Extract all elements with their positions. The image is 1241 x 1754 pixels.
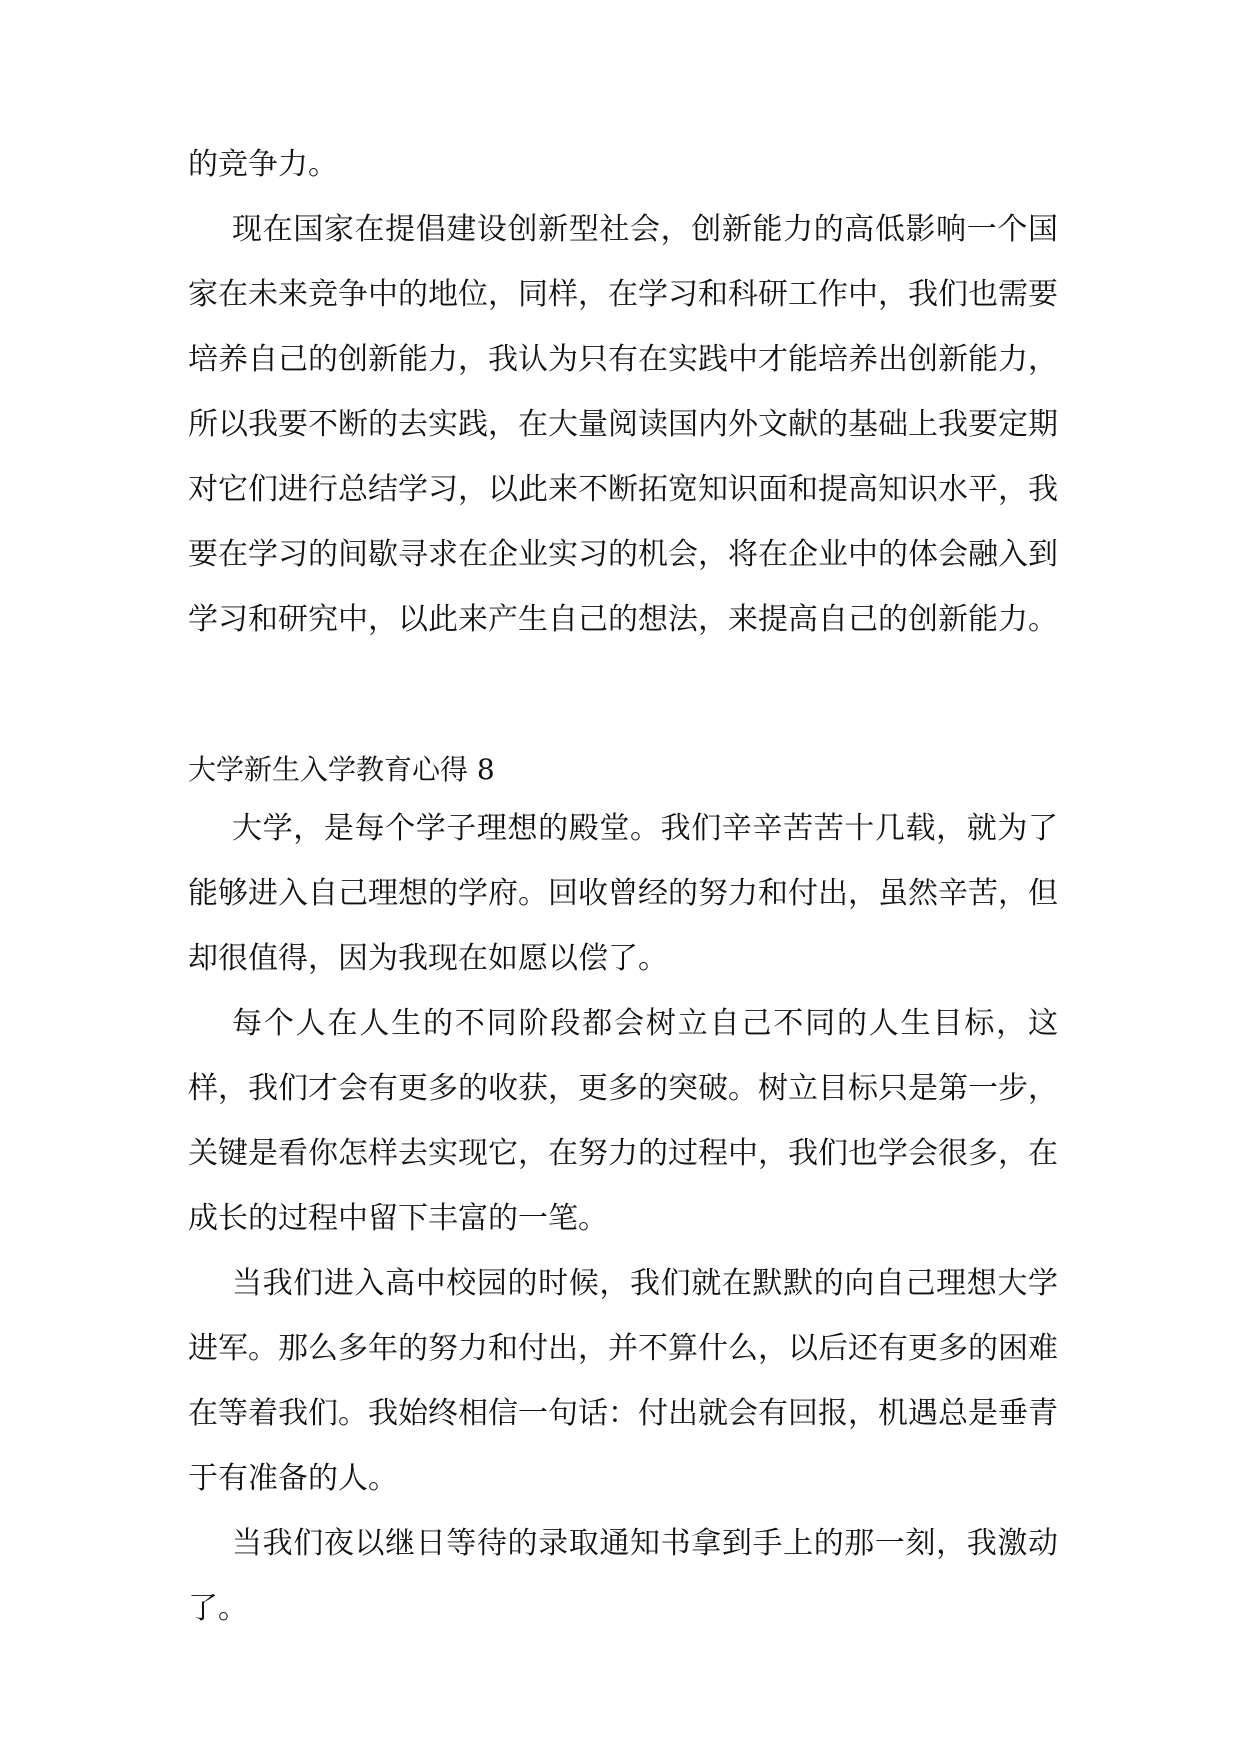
paragraph-innovation: 现在国家在提倡建设创新型社会，创新能力的高低影响一个国家在未来竞争中的地位，同样，在学习和科研工作中，我们也需要培养自己的创新能力，我认为只有在实践中才能培养出创新能力，所以我要不断的去实践，在大量阅读国内外文献的基础上我要定期对它们进行总结学习，以此来不断拓宽知识面和提高知识水平，我要在学习的间歇寻求在企业实习的机会，将在企业中的体会融入到学习和研究中，以此来产生自己的想法，来提高自己的创新能力。 — [188, 212, 1058, 637]
section-heading: 大学新生入学教育心得 8 — [188, 753, 495, 786]
paragraph-continuation: 的竞争力。 — [188, 147, 338, 182]
paragraph-life-goals: 每个人在人生的不同阶段都会树立自己不同的人生目标，这样，我们才会有更多的收获，更多的突破。树立目标只是第一步，关键是看你怎样去实现它，在努力的过程中，我们也学会很多，在成长的过程中留下丰富的一笔。 — [188, 1006, 1058, 1236]
paragraph-high-school: 当我们进入高中校园的时候，我们就在默默的向自己理想大学进军。那么多年的努力和付出，并不算什么，以后还有更多的困难在等着我们。我始终相信一句话：付出就会有回报，机遇总是垂青于有准备的人。 — [188, 1266, 1058, 1496]
paragraph-admission-letter: 当我们夜以继日等待的录取通知书拿到手上的那一刻，我激动了。 — [188, 1526, 1058, 1626]
paragraph-university-dream: 大学，是每个学子理想的殿堂。我们辛辛苦苦十几载，就为了能够进入自己理想的学府。回收曾经的努力和付出，虽然辛苦，但却很值得，因为我现在如愿以偿了。 — [188, 811, 1058, 976]
